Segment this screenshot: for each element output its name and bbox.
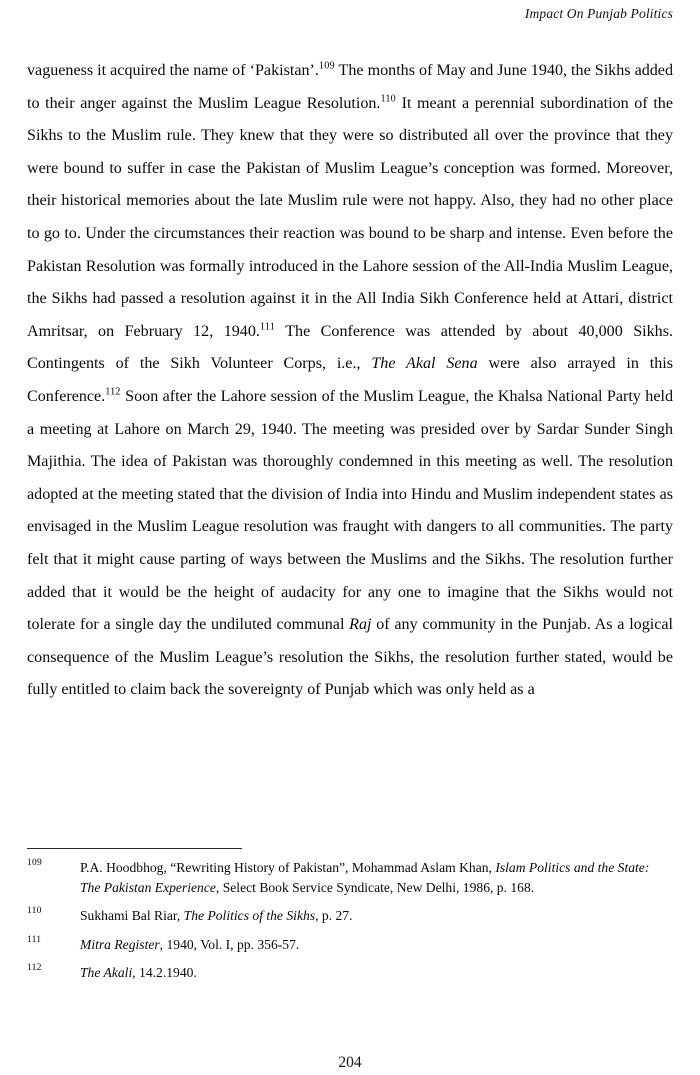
italic-title: Raj <box>349 616 372 634</box>
footnote-item <box>27 858 673 897</box>
running-header: Impact On Punjab Politics <box>524 6 673 21</box>
footnote-text: P.A. Hoodbhog, “Rewriting History of Pakistan”, Mohammad Aslam Khan, Islam Politics and the State: The Pakistan Experience, Select Book Service Syndicate, New Delhi, 1986, p. 168. <box>80 860 650 895</box>
footnote-area <box>27 848 673 992</box>
footnote-reference-109[interactable]: 109 <box>318 60 335 72</box>
italic-title: The Politics of the Sikhs <box>183 908 316 924</box>
footnote-number: 112 <box>27 962 42 974</box>
body-text-block <box>27 55 673 707</box>
footnote-number: 109 <box>27 857 42 868</box>
footnote-number: 111 <box>27 933 42 945</box>
footnote-text: Sukhami Bal Riar, The Politics of the Sikhs, p. 27. <box>80 908 353 924</box>
footnote-reference-112[interactable]: 112 <box>105 386 121 398</box>
footnote-text: Mitra Register, 1940, Vol. I, pp. 356-57. <box>80 936 300 952</box>
body-paragraph: vagueness it acquired the name of ‘Pakistan’.$^{109}$ The months of May and June 1940, the Sikhs added to their anger against the Muslim League Resolution.$^{110}$ It meant a perennial subordination of the Sikhs to the Muslim rule. They knew that they were so distributed all over the province that they were bound to suffer in case the Pakistan of Muslim League’s conception was formed. Moreover, their historical memories about the late Muslim rule were not happy. Also, they had no other place to go to. Under the circumstances their reaction was bound to be sharp and intense. Even before the Pakistan Resolution was formally introduced in the Lahore session of the All-India Muslim League, the Sikhs had passed a resolution against it in the All India Sikh Conference held at Attari, district Amritsar, on February 12, 1940.$^{111}$ The Conference was attended by about 40,000 Sikhs. Contingents of the Sikh Volunteer Corps, i.e., The Akal Sena were also arrayed in this Conference.$^{112}$ Soon after the Lahore session of the Muslim League, the Khalsa National Party held a meeting at Lahore on March 29, 1940. The meeting was presided over by Sardar Sunder Singh Majithia. The idea of Pakistan was thoroughly condemned in this meeting as well. The resolution adopted at the meeting stated that the division of India into Hindu and Muslim independent states as envisaged in the Muslim League resolution was fraught with dangers to all communities. The party felt that it might cause parting of ways between the Muslims and the Sikhs. The resolution further added that it would be the height of audacity for any one to imagine that the Sikhs would not tolerate for a single day the undiluted communal Raj of any community in the Punjab. As a logical consequence of the Muslim League’s resolution the Sikhs, the resolution further stated, would be fully entitled to claim back the sovereignty of Punjab which was only held as a <box>27 60 673 699</box>
footnote-list <box>27 858 673 983</box>
footnote-item <box>27 906 673 926</box>
italic-title: The Akal Sena <box>371 355 478 373</box>
italic-title: The Akali <box>80 965 133 981</box>
footnote-item <box>27 935 673 955</box>
italic-title: Mitra Register <box>80 936 160 952</box>
footnote-item <box>27 963 673 983</box>
footnote-reference-111[interactable]: 111 <box>259 321 276 333</box>
footnote-separator-rule <box>27 848 242 849</box>
page-number: 204 <box>338 1054 362 1071</box>
footnote-reference-110[interactable]: 110 <box>380 93 396 105</box>
footnote-text: The Akali, 14.2.1940. <box>80 965 197 981</box>
italic-title: Islam Politics and the State: The Pakistan Experience <box>80 860 650 895</box>
footnote-number: 110 <box>27 905 42 917</box>
